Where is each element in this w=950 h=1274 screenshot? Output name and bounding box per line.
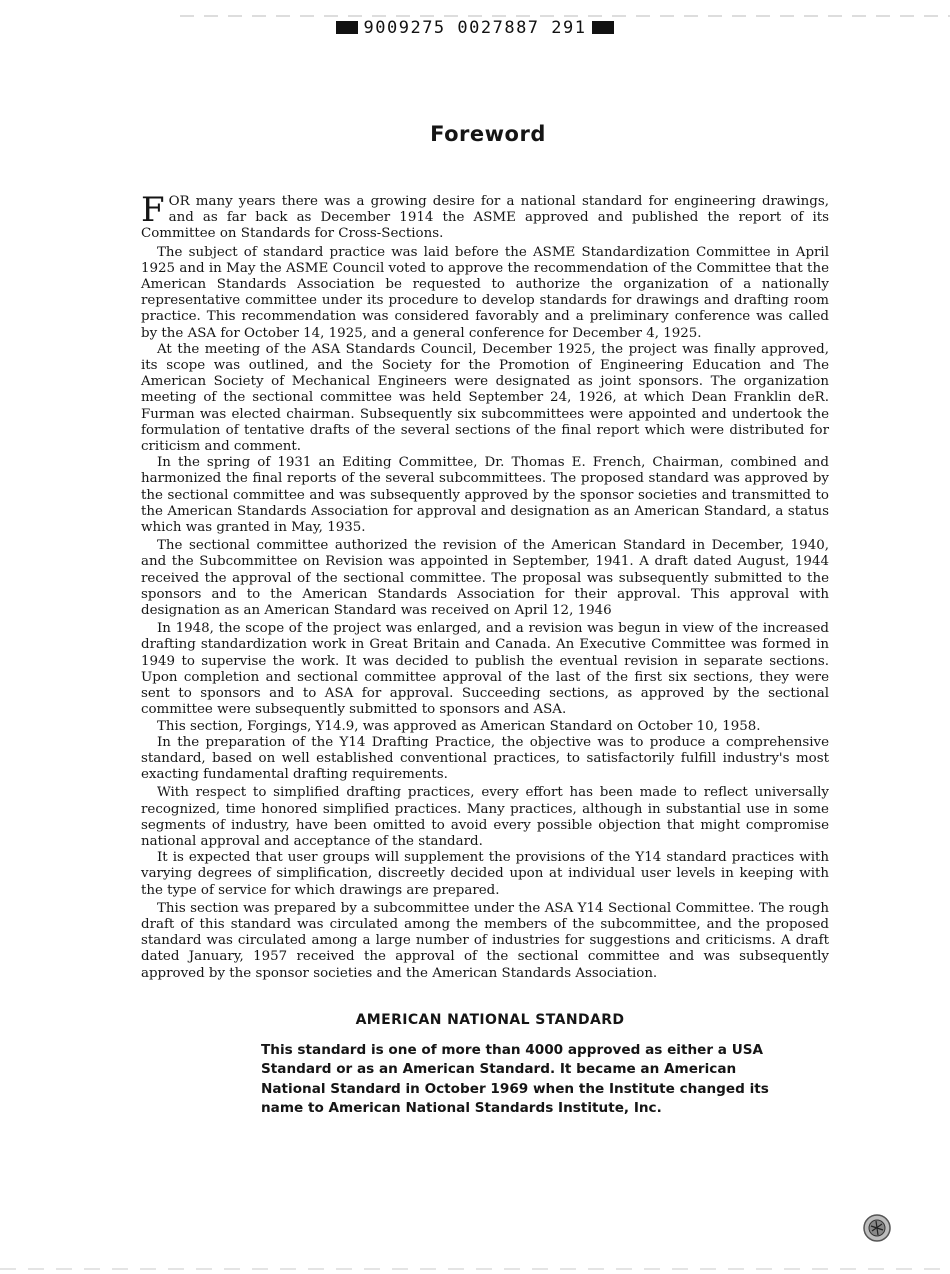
paragraph-11: This section was prepared by a subcommittee under the ASA Y14 Sectional Committee. The rough draft of this standard was circulated among the members of the subcommittee, and the proposed standard was circulated among a large number of industries for suggestions and criticisms. A draft dated January, 1957 received the approval of the sectional committee and was subsequently approved by the sponsor societies and the American Standards Association. <box>141 900 829 981</box>
paragraph-6: In 1948, the scope of the project was enlarged, and a revision was begun in view of the increased drafting standardization work in Great Britain and Canada. An Executive Committee was formed in 1949 to supervise the work. It was decided to publish the eventual revision in separate sections. Upon completion and sectional committee approval of the last of the first six sections, they were sent to sponsors and to ASA for approval. Succeeding sections, as approved by the sectional committee were subsequently submitted to sponsors and ASA. <box>141 621 829 718</box>
ans-notice <box>261 1041 769 1119</box>
paragraph-2: The subject of standard practice was laid before the ASME Standardization Committee in April 1925 and in May the ASME Council voted to approve the recommendation of the Committee that the American Standards Association be requested to authorize the organization of a nationally representative committee under its procedure to develop standards for drawings and drafting room practice. This recommendation was considered favorably and a preliminary conference was called by the ASA for October 14, 1925, and a general conference for December 4, 1925. <box>141 244 829 341</box>
paragraph-1 <box>141 190 829 243</box>
paragraph-4: In the spring of 1931 an Editing Committee, Dr. Thomas E. French, Chairman, combined and harmonized the final reports of the several subcommittees. The proposed standard was approved by the sectional committee and was subsequently approved by the sponsor societies and transmitted to the American Standards Association for approval and designation as an American Standard, a status which was granted in May, 1935. <box>141 455 829 536</box>
scan-top-edge <box>0 2 950 4</box>
ans-heading: AMERICAN NATIONAL STANDARD <box>355 1012 625 1028</box>
paragraph-3: At the meeting of the ASA Standards Council, December 1925, the project was finally approved, its scope was outlined, and the Society for the Promotion of Engineering Education and The American Society of Mechanical Engineers were designated as joint sponsors. The organization meeting of the sectional committee was held September 24, 1926, at which Dean Franklin deR. Furman was elected chairman. Subsequently six subcommittees were appointed and undertook the formulation of tentative drafts of the several sections of the final report which were distributed for criticism and comment. <box>141 341 829 455</box>
paragraph-7: This section, Forgings, Y14.9, was approved as American Standard on October 10, 1958. <box>157 718 761 734</box>
paragraph-8: In the preparation of the Y14 Drafting Practice, the objective was to produce a comprehensive standard, based on well established conventional practices, to satisfactorily fulfill industry's most exacting fundamental drafting requirements. <box>141 734 829 783</box>
ans-line: National Standard in October 1969 when the Institute changed its <box>261 1080 769 1097</box>
ans-line: This standard is one of more than 4000 approved as either a USA <box>261 1042 764 1058</box>
paragraph-9: With respect to simplified drafting practices, every effort has been made to reflect universally recognized, time honored simplified practices. Many practices, although in substantial use in some segments of industry, have been omitted to avoid every possible objection that might compromise national approval and acceptance of the standard. <box>141 785 829 849</box>
paragraph-5: The sectional committee authorized the revision of the American Standard in December, 1940, and the Subcommittee on Revision was appointed in September, 1941. A draft dated August, 1944 received the approval of the sectional committee. The proposal was subsequently submitted to the sponsors and to the American Standards Association for their approval. This approval with designation as an American Standard was received on April 12, 1946 <box>141 538 829 619</box>
page-title: Foreword <box>430 122 546 146</box>
ans-line: Standard or as an American Standard. It became an American <box>261 1061 737 1078</box>
barcode-block-right <box>592 21 614 34</box>
paragraph-10: It is expected that user groups will supplement the provisions of the Y14 standard practices with varying degrees of simplification, discreetly decided upon at individual user levels in keeping with the type of service for which drawings are prepared. <box>141 850 829 898</box>
foreword-body <box>141 190 829 982</box>
barcode-number: 9009275 0027887 291 <box>363 18 587 38</box>
scan-bottom-edge <box>0 1255 950 1257</box>
ans-line: name to American National Standards Institute, Inc. <box>261 1100 662 1117</box>
seal-stamp-icon <box>862 1213 892 1243</box>
document-barcode <box>0 18 950 38</box>
paragraph-text: OR many years there was a growing desire for a national standard for engineering drawings, and as far back as December 1914 the ASME approved and published the report of its Committee on Standards for Cross-Sections. <box>141 194 829 242</box>
barcode-block-left <box>336 21 358 34</box>
drop-cap: F <box>141 190 165 230</box>
